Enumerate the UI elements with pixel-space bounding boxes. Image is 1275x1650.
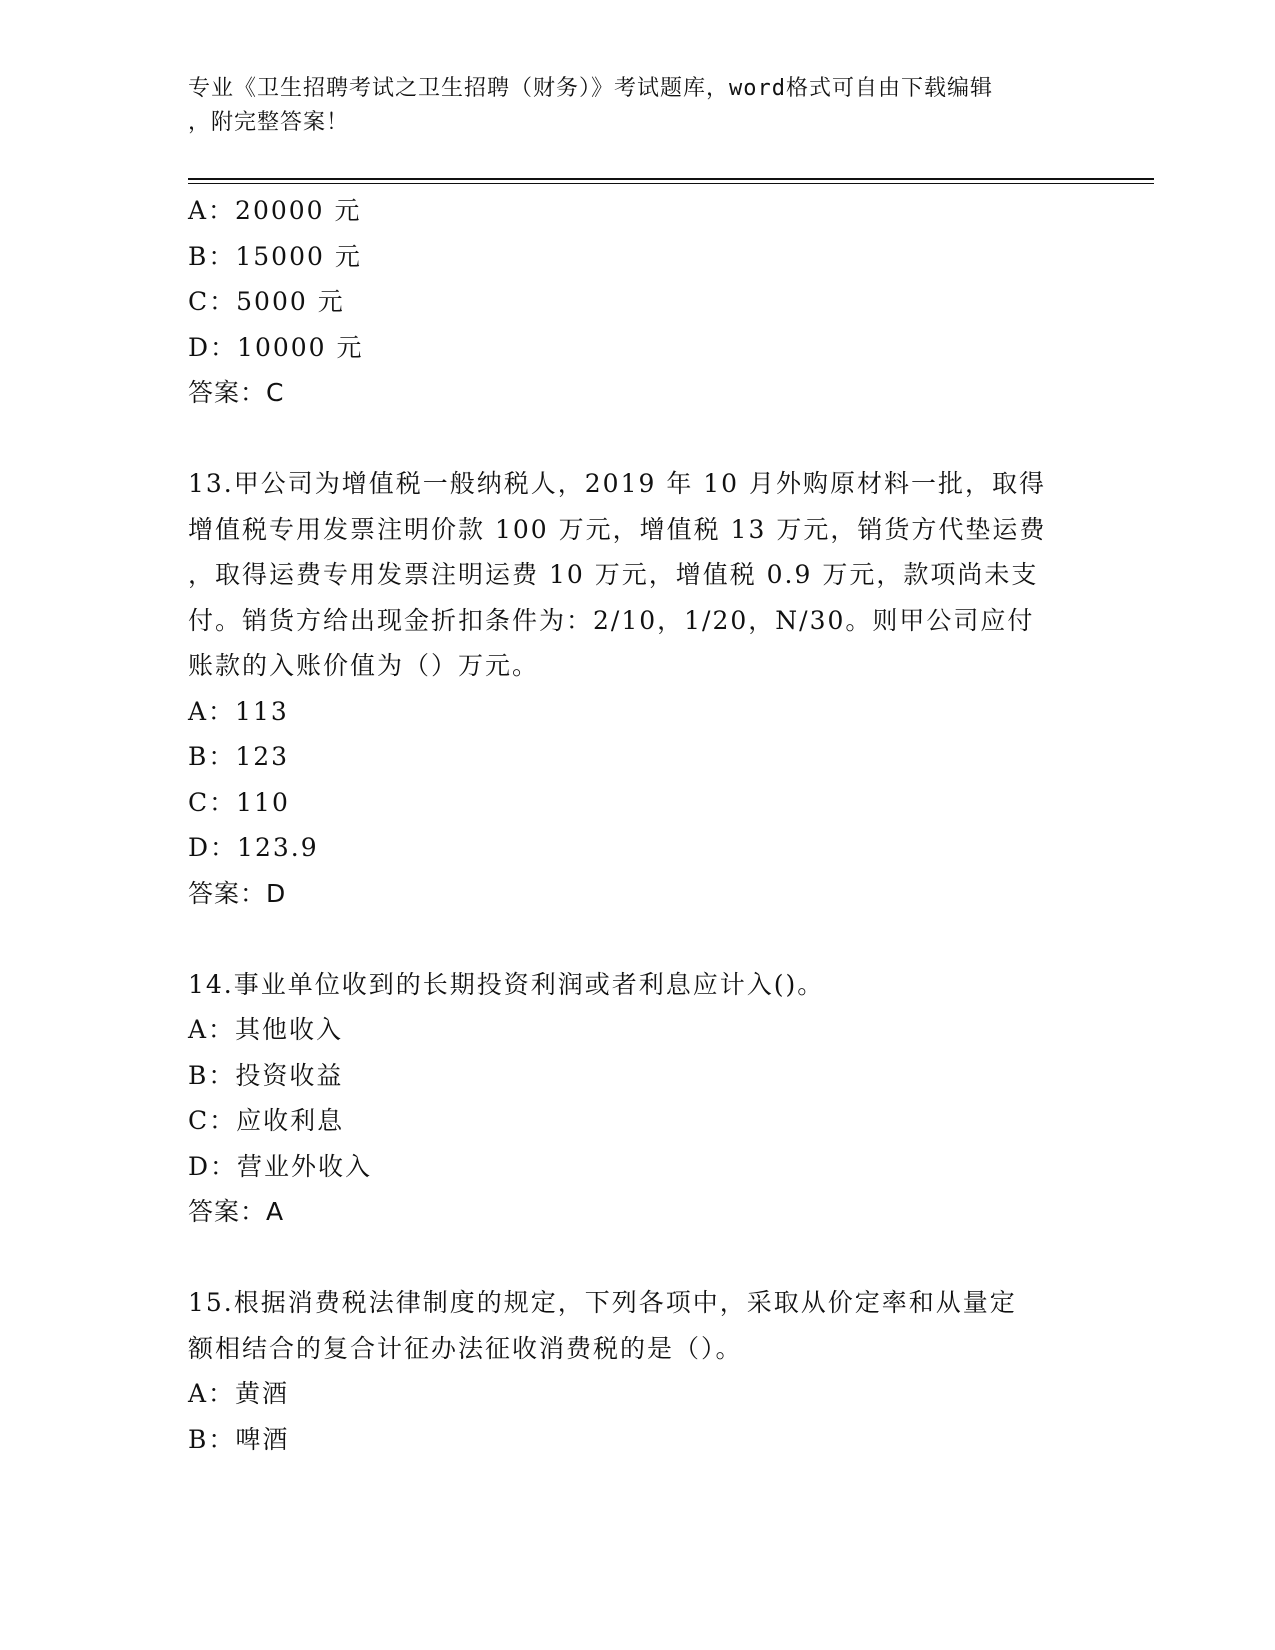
option-d: D：营业外收入 — [188, 1151, 373, 1181]
answer-line: 答案：C — [188, 378, 285, 407]
option-a: A：113 — [188, 696, 289, 726]
question-13 — [188, 461, 1088, 916]
spacer — [188, 1235, 1088, 1281]
option-c: C：应收利息 — [188, 1106, 345, 1135]
question-stem-line: 14.事业单位收到的长期投资利润或者利息应计入()。 — [188, 969, 825, 999]
question-12 — [188, 188, 1088, 416]
question-15 — [188, 1280, 1088, 1462]
header-rule-thick — [188, 178, 1154, 180]
option-c: C：5000 元 — [188, 287, 345, 316]
answer-line: 答案：D — [188, 878, 287, 908]
option-b: B：啤酒 — [188, 1424, 290, 1454]
header-line-2: ，附完整答案！ — [188, 110, 350, 135]
answer-line: 答案：A — [188, 1197, 285, 1226]
option-b: B：15000 元 — [188, 241, 362, 271]
question-stem-line: 增值税专用发票注明价款 100 万元，增值税 13 万元，销货方代垫运费 — [188, 514, 1047, 544]
option-d: D：123.9 — [188, 833, 319, 862]
header-rule-thin — [188, 183, 1154, 184]
question-14 — [188, 962, 1088, 1235]
option-b: B：123 — [188, 742, 290, 771]
question-stem-line: ，取得运费专用发票注明运费 10 万元，增值税 0.9 万元，款项尚未支 — [188, 560, 1039, 589]
option-b: B：投资收益 — [188, 1060, 344, 1090]
question-stem-line: 额相结合的复合计征办法征收消费税的是（）。 — [188, 1333, 743, 1363]
option-a: A：其他收入 — [188, 1015, 344, 1044]
question-stem-line: 付。销货方给出现金折扣条件为：2/10，1/20，N/30。则甲公司应付 — [188, 605, 1035, 635]
question-stem-line: 15.根据消费税法律制度的规定，下列各项中，采取从价定率和从量定 — [188, 1288, 1017, 1317]
option-d: D：10000 元 — [188, 332, 364, 362]
header-line-1: 专业《卫生招聘考试之卫生招聘（财务）》考试题库，word格式可自由下载编辑 — [188, 76, 993, 101]
spacer — [188, 416, 1088, 462]
document-header — [188, 72, 1068, 140]
question-stem-line: 13.甲公司为增值税一般纳税人，2019 年 10 月外购原材料一批，取得 — [188, 469, 1047, 498]
question-stem-line: 账款的入账价值为（）万元。 — [188, 651, 540, 680]
option-a: A：黄酒 — [188, 1379, 290, 1408]
spacer — [188, 916, 1088, 962]
option-c: C：110 — [188, 787, 290, 817]
option-a: A：20000 元 — [188, 196, 362, 225]
question-list — [188, 188, 1088, 1462]
